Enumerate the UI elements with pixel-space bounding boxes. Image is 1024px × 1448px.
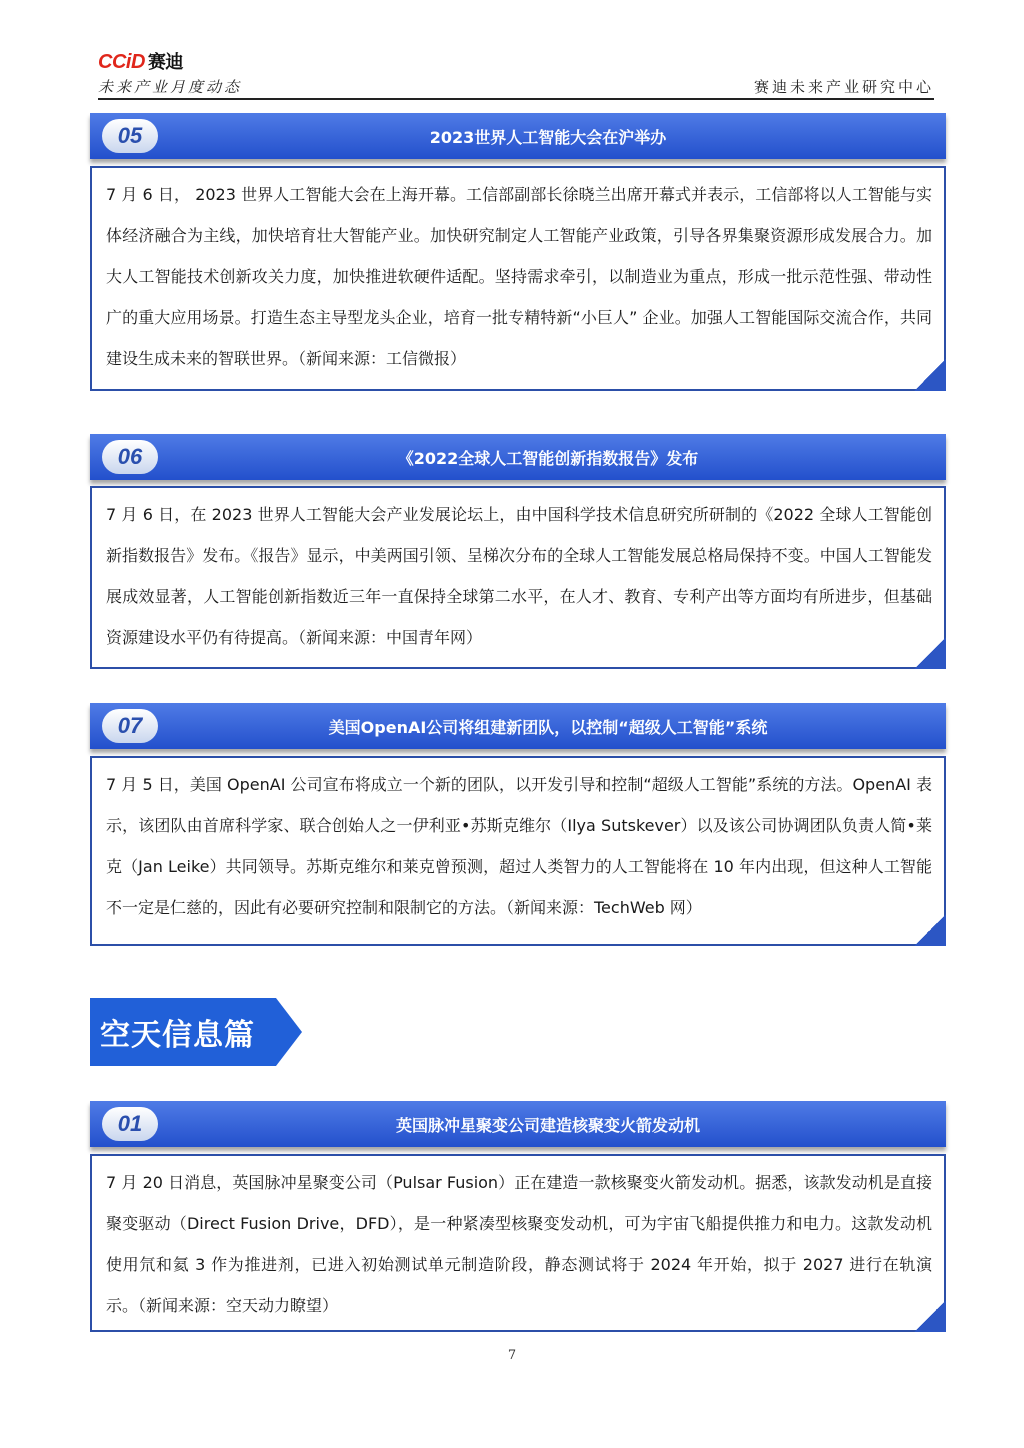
article-body-box (90, 1154, 946, 1332)
corner-decoration (914, 359, 946, 391)
article-banner (90, 113, 946, 159)
article-body: 7 月 20 日消息，英国脉冲星聚变公司（Pulsar Fusion）正在建造一款核聚变火箭发动机。据悉，该款发动机是直接聚变驱动（Direct Fusion Drive，DFD），是一种紧凑型核聚变发动机，可为宇宙飞船提供推力和电力。这款发动机使用氘和氦 3 作为推进剂，已进入初始测试单元制造阶段，静态测试将于 2024 年开始，拟于 2027 进行在轨演示。（新闻来源：空天动力瞭望） (106, 1173, 932, 1315)
report-subtitle: 未来产业月度动态 (98, 78, 243, 96)
article-banner (90, 1101, 946, 1147)
article-body-box (90, 756, 946, 946)
header-divider (98, 98, 934, 100)
article-body-box (90, 166, 946, 391)
article-number: 07 (102, 709, 158, 743)
article-body-box (90, 486, 946, 669)
section-heading-arrow (276, 998, 302, 1066)
corner-decoration (914, 914, 946, 946)
article-title: 2023世界人工智能大会在沪举办 (429, 127, 667, 147)
article-title: 《2022全球人工智能创新指数报告》发布 (397, 448, 699, 468)
article-number: 01 (102, 1107, 158, 1141)
article-banner (90, 703, 946, 749)
article-body: 7 月 5 日，美国 OpenAI 公司宣布将成立一个新的团队，以开发引导和控制“超级人工智能”系统的方法。OpenAI 表示，该团队由首席科学家、联合创始人之一伊利亚•苏斯克维尔（Ilya Sutskever）以及该公司协调团队负责人简•莱克（Jan Leike）共同领导。苏斯克维尔和莱克曾预测，超过人类智力的人工智能将在 10 年内出现，但这种人工智能不一定是仁慈的，因此有必要研究控制和限制它的方法。（新闻来源：TechWeb 网） (106, 775, 932, 917)
article-number: 05 (102, 119, 158, 153)
article-body: 7 月 6 日， 2023 世界人工智能大会在上海开幕。工信部副部长徐晓兰出席开幕式并表示，工信部将以人工智能与实体经济融合为主线，加快培育壮大智能产业。加快研究制定人工智能产业政策，引导各界集聚资源形成发展合力。加大人工智能技术创新攻关力度，加快推进软硬件适配。坚持需求牵引，以制造业为重点，形成一批示范性强、带动性广的重大应用场景。打造生态主导型龙头企业，培育一批专精特新“小巨人” 企业。加强人工智能国际交流合作，共同建设生成未来的智联世界。（新闻来源：工信微报） (106, 185, 932, 368)
page-number: 7 (507, 1348, 517, 1363)
ccid-logo (98, 48, 183, 74)
article-body: 7 月 6 日，在 2023 世界人工智能大会产业发展论坛上，由中国科学技术信息研究所研制的《2022 全球人工智能创新指数报告》发布。《报告》显示，中美两国引领、呈梯次分布的全球人工智能发展总格局保持不变。中国人工智能发展成效显著，人工智能创新指数近三年一直保持全球第二水平，在人才、教育、专利产出等方面均有所进步，但基础资源建设水平仍有待提高。（新闻来源：中国青年网） (106, 505, 932, 647)
article-title: 英国脉冲星聚变公司建造核聚变火箭发动机 (395, 1115, 700, 1135)
research-center-name: 赛迪未来产业研究中心 (753, 78, 934, 96)
article-title: 美国OpenAI公司将组建新团队，以控制“超级人工智能”系统 (328, 717, 768, 737)
corner-decoration (914, 1300, 946, 1332)
corner-decoration (914, 637, 946, 669)
logo-ccid-text: CCiD (98, 51, 145, 73)
article-banner (90, 434, 946, 480)
page-header (98, 48, 934, 98)
section-heading-label: 空天信息篇 (100, 1018, 255, 1053)
article-number: 06 (102, 440, 158, 474)
section-heading (90, 998, 302, 1066)
logo-name-text: 赛迪 (147, 52, 183, 72)
